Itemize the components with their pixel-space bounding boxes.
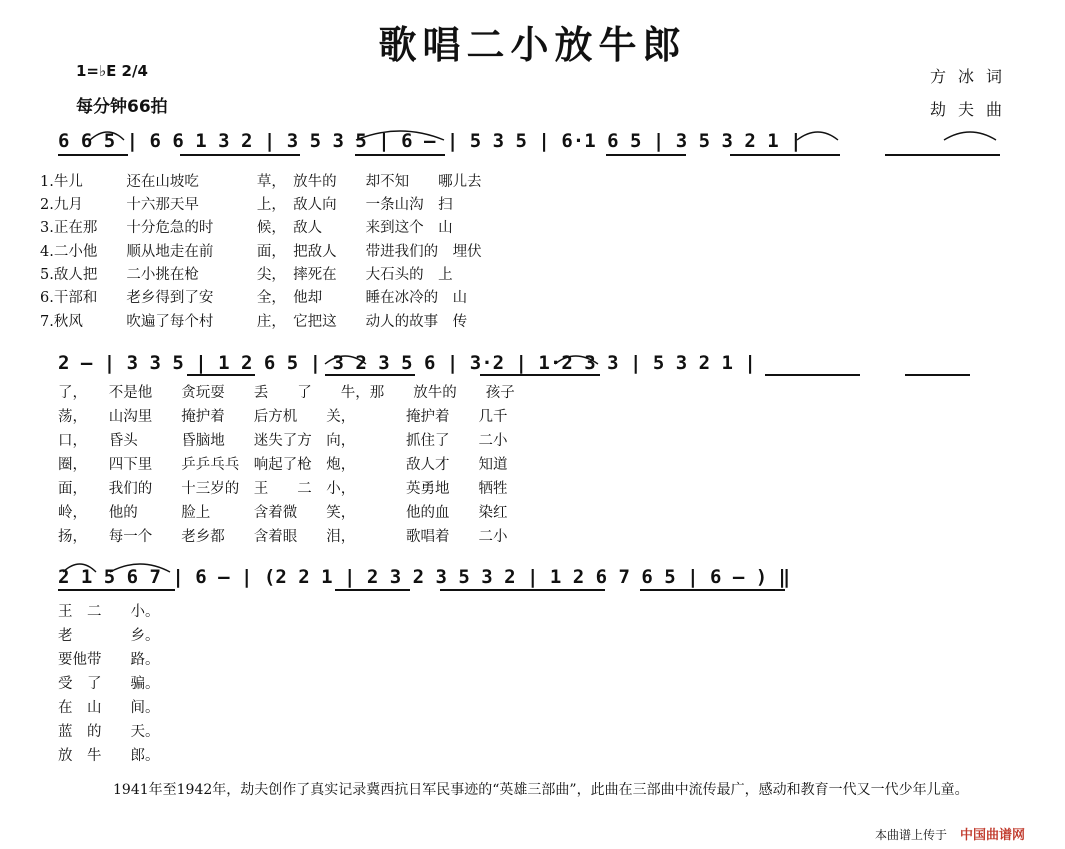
lyric-line: 王 二 小。	[58, 604, 160, 620]
lyric-line: 扬， 每一个 老乡都 含着眼 泪， 歌唱着 二小	[58, 529, 508, 545]
lyric-line: 面， 我们的 十三岁的 王 二 小， 英勇地 牺牲	[58, 481, 508, 497]
lyric-line: 6.干部和 老乡得到了安 全， 他却 睡在冰冷的 山	[40, 290, 468, 306]
composer-credit: 劫夫曲	[930, 100, 1015, 119]
lyric-line: 荡， 山沟里 掩护着 后方机 关， 掩护着 几千	[58, 409, 508, 425]
lyric-line: 2.九月 十六那天早 上， 敌人向 一条山沟 扫	[40, 197, 453, 213]
lyric-line: 放 牛 郎。	[58, 748, 160, 764]
tempo-marking: 每分钟66拍	[76, 97, 168, 117]
lyric-line: 5.敌人把 二小挑在枪 尖， 摔死在 大石头的 上	[40, 267, 453, 283]
lyric-line: 蓝 的 天。	[58, 724, 160, 740]
lyric-line: 在 山 间。	[58, 700, 160, 716]
site-logo: 中国曲谱网	[960, 828, 1026, 843]
lyric-line: 老 乡。	[58, 628, 160, 644]
upload-label: 本曲谱上传于	[875, 828, 948, 842]
lyric-line: 1.牛儿 还在山坡吃 草， 放牛的 却不知 哪儿去	[40, 174, 482, 190]
notation-row-1: 6 6 5 | 6 6 1 3 2 | 3 5 3 5 | 6 – | 5 3 5 | 6·1 6 5 | 3 5 3 2 1 |	[58, 130, 802, 152]
lyric-line: 3.正在那 十分危急的时 候， 敌人 来到这个 山	[40, 220, 453, 236]
notation-row-2: 2 – | 3 3 5 | 1 2 6 5 | 3 2 3 5 6 | 3·2 | 1·2 3 3 | 5 3 2 1 |	[58, 352, 756, 374]
song-title: 歌唱二小放牛郎	[378, 22, 687, 67]
lyric-line: 口， 昏头 昏脑地 迷失了方 向， 抓住了 二小	[58, 433, 508, 449]
lyric-line: 要他带 路。	[58, 652, 160, 668]
lyric-line: 了， 不是他 贪玩耍 丢 了 牛，那 放牛的 孩子	[58, 385, 515, 401]
lyricist-credit: 方冰词	[930, 67, 1015, 86]
lyric-line: 岭， 他的 脸上 含着微 笑， 他的血 染红	[58, 505, 508, 521]
lyric-line: 圈， 四下里 乒乒乓乓 响起了枪 炮， 敌人才 知道	[58, 457, 508, 473]
notation-row-3: 2 1 5 6 7 | 6 – | (2 2 1 | 2 3 2 3 5 3 2 | 1 2 6 7 6 5 | 6 – ) ‖	[58, 566, 791, 588]
key-signature: 1=♭E 2/4	[76, 62, 148, 80]
lyric-line: 受 了 骗。	[58, 676, 160, 692]
background-note: 1941年至1942年，劫夫创作了真实记录冀西抗日军民事迹的“英雄三部曲”，此曲在三部曲中流传最广，感动和教育一代又一代少年儿童。	[113, 782, 969, 798]
lyric-line: 7.秋风 吹遍了每个村 庄， 它把这 动人的故事 传	[40, 314, 468, 330]
lyric-line: 4.二小他 顺从地走在前 面， 把敌人 带进我们的 埋伏	[40, 244, 482, 260]
